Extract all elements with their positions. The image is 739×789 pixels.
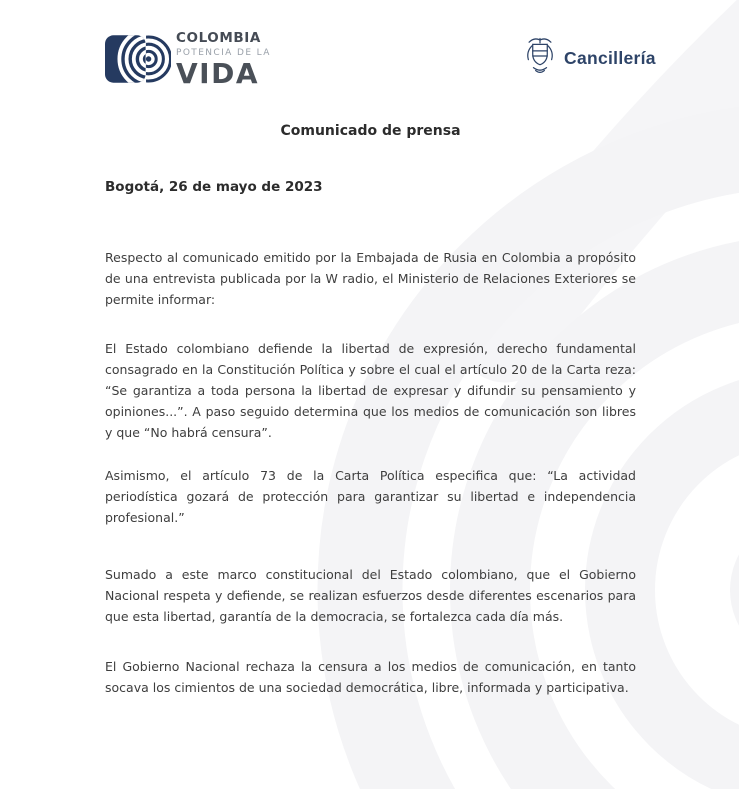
press-release-title: Comunicado de prensa bbox=[280, 123, 461, 139]
press-release-paragraph: El Gobierno Nacional rechaza la censura a los medios de comunicación, en tanto socava los cimientos de una sociedad democrática, libre, informada y participativa. bbox=[105, 658, 636, 695]
colombia-logo-line2: POTENCIA DE LA bbox=[176, 47, 271, 58]
colombia-logo-line3: VIDA bbox=[176, 56, 259, 90]
colombia-wave-square-icon bbox=[105, 29, 171, 93]
cancilleria-logo bbox=[524, 35, 656, 81]
press-release-paragraph: Sumado a este marco constitucional del Estado colombiano, que el Gobierno Nacional respeta y defiende, se realizan esfuerzos desde diferentes escenarios para que esta libertad, garantía de la democracia, se fortalezca cada día más. bbox=[105, 566, 636, 624]
press-release-paragraph: Asimismo, el artículo 73 de la Carta Política especifica que: “La actividad periodística gozará de protección para garantizar su libertad e independencia profesional.” bbox=[105, 467, 636, 525]
coat-of-arms-icon bbox=[524, 35, 556, 81]
press-release-dateline: Bogotá, 26 de mayo de 2023 bbox=[105, 179, 323, 195]
colombia-logo-wordmark bbox=[176, 32, 271, 88]
press-release-paragraph: El Estado colombiano defiende la libertad de expresión, derecho fundamental consagrado en la Constitución Política y sobre el cual el artículo 20 de la Carta reza: “Se garantiza a toda persona la libertad de expresar y difundir su pensamiento y opiniones...”. A paso seguido determina que los medios de comunicación son libres y que “No habrá censura”. bbox=[105, 340, 636, 440]
colombia-logo-line1: COLOMBIA bbox=[176, 30, 261, 46]
press-release-paragraph: Respecto al comunicado emitido por la Embajada de Rusia en Colombia a propósito de una entrevista publicada por la W radio, el Ministerio de Relaciones Exteriores se permite informar: bbox=[105, 249, 636, 307]
colombia-potencia-vida-logo bbox=[105, 29, 271, 93]
cancilleria-logo-label: Cancillería bbox=[564, 47, 656, 68]
